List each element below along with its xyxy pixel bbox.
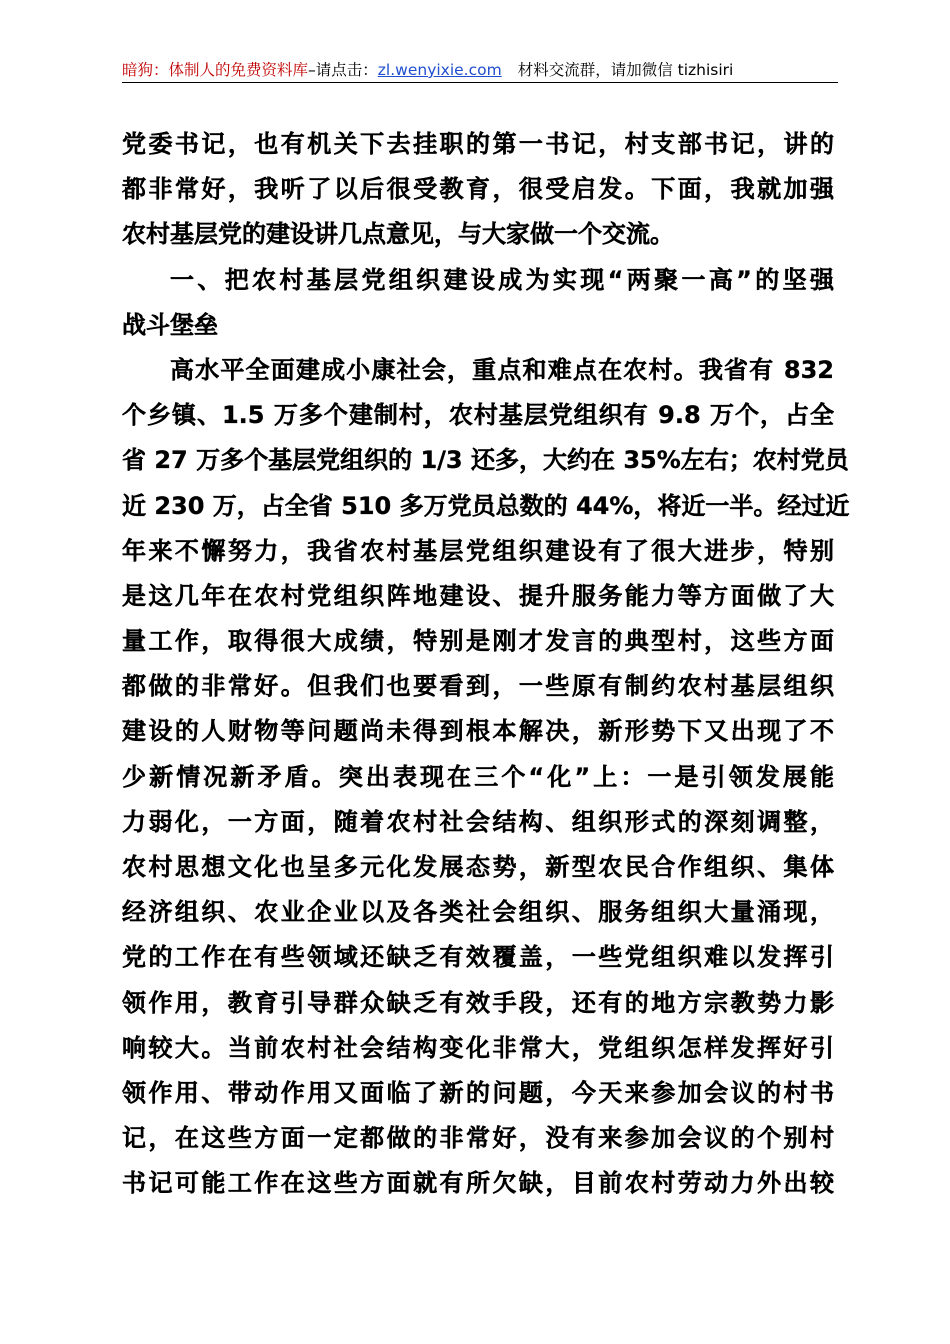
- body-line: 高水平全面建成小康社会，重点和难点在农村。我省有 832: [170, 355, 834, 384]
- body-line: 经济组织、农业企业以及各类社会组织、服务组织大量涌现，: [122, 898, 834, 927]
- document-body: [122, 122, 850, 1207]
- body-line: 个乡镇、1.5 万多个建制村，农村基层党组织有 9.8 万个，占全: [122, 401, 834, 430]
- body-line: 都做的非常好。但我们也要看到，一些原有制约农村基层组织: [122, 672, 834, 701]
- body-line: 近 230 万，占全省 510 多万党员总数的 44%，将近一半。经过近: [122, 491, 850, 520]
- header-divider: [122, 82, 838, 83]
- body-line: 是这几年在农村党组织阵地建设、提升服务能力等方面做了大: [122, 581, 834, 610]
- body-line: 量工作，取得很大成绩，特别是刚才发言的典型村，这些方面: [122, 627, 834, 656]
- body-line: 少新情况新矛盾。突出表现在三个“化”上：一是引领发展能: [122, 762, 834, 791]
- header-website-link[interactable]: zl.wenyixie.com: [377, 61, 502, 79]
- section-heading-line: 一、把农村基层党组织建设成为实现“两聚一高”的坚强: [170, 265, 834, 294]
- header-click-prefix: –请点击：: [308, 61, 378, 79]
- body-line: 都非常好，我听了以后很受教育，很受启发。下面，我就加强: [122, 175, 834, 204]
- body-line: 农村基层党的建设讲几点意见，与大家做一个交流。: [122, 220, 674, 249]
- body-line: 响较大。当前农村社会结构变化非常大，党组织怎样发挥好引: [122, 1033, 834, 1062]
- page-header: [122, 58, 838, 82]
- body-line: 建设的人财物等问题尚未得到根本解决，新形势下又出现了不: [122, 717, 834, 746]
- body-line: 年来不懈努力，我省农村基层党组织建设有了很大进步，特别: [122, 536, 834, 565]
- body-line: 记，在这些方面一定都做的非常好，没有来参加会议的个别村: [122, 1124, 834, 1153]
- body-line: 省 27 万多个基层党组织的 1/3 还多，大约在 35%左右；农村党员: [122, 446, 849, 475]
- body-line: 书记可能工作在这些方面就有所欠缺，目前农村劳动力外出较: [122, 1169, 834, 1198]
- body-line: 领作用、带动作用又面临了新的问题，今天来参加会议的村书: [122, 1078, 834, 1107]
- header-brand-text: 暗狗：体制人的免费资料库: [122, 61, 309, 79]
- body-line: 农村思想文化也呈多元化发展态势，新型农民合作组织、集体: [122, 853, 834, 881]
- body-line: 党委书记，也有机关下去挂职的第一书记，村支部书记，讲的: [122, 130, 834, 158]
- section-heading-line: 战斗堡垒: [122, 310, 218, 339]
- header-wechat-group-text: 材料交流群，请加微信 tizhisiri: [517, 61, 734, 79]
- body-line: 领作用，教育引导群众缺乏有效手段，还有的地方宗教势力影: [122, 988, 834, 1017]
- body-line: 党的工作在有些领域还缺乏有效覆盖，一些党组织难以发挥引: [122, 943, 834, 972]
- body-line: 力弱化，一方面，随着农村社会结构、组织形式的深刻调整，: [122, 807, 834, 836]
